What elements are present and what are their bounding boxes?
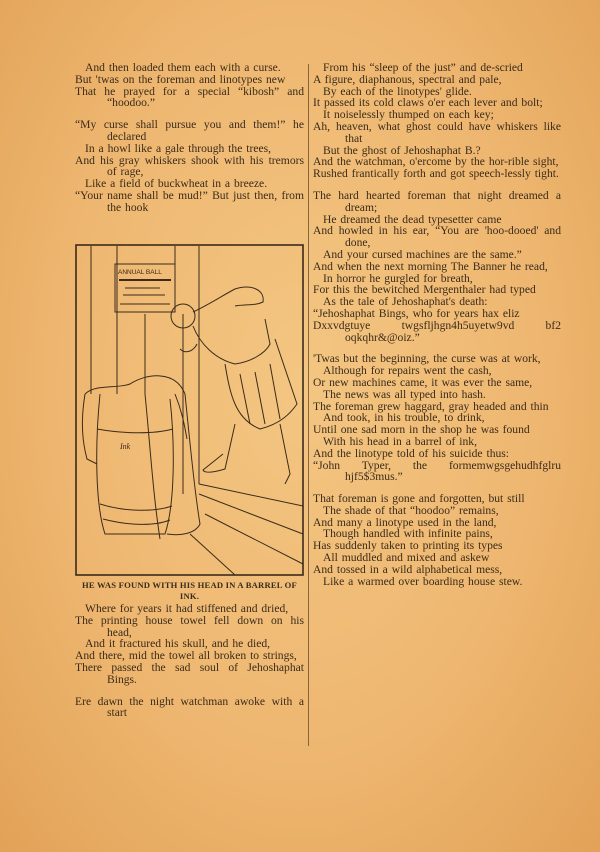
verse-line: That he prayed for a special “kibosh” and “hoodoo.” — [75, 84, 304, 110]
verse-line: And took, in his trouble, to drink, — [323, 411, 485, 425]
verse-line: The shade of that “hoodoo” remains, — [323, 503, 499, 517]
stanza — [313, 353, 561, 483]
foreman-figure — [171, 287, 297, 484]
verse-line: 'Twas but the beginning, the curse was at work, — [313, 352, 541, 366]
verse-line: Like a warmed over boarding house stew. — [323, 574, 523, 588]
left-column-bottom — [75, 603, 304, 729]
column-divider — [308, 64, 309, 746]
verse-line: Although for repairs went the cash, — [323, 364, 492, 378]
verse-line: “Your name shall be mud!” But just then, from the hook — [75, 188, 304, 214]
verse-line: A figure, diaphanous, spectral and pale, — [313, 72, 502, 86]
illustration-barrel-of-ink — [75, 244, 304, 576]
verse-line: And tossed in a wild alphabetical mess, — [313, 562, 503, 576]
verse-line: In horror he gurgled for breath, — [323, 271, 473, 285]
verse-line: Though handled with infinite pains, — [323, 527, 493, 541]
verse-line: Rushed frantically forth and got speech-lessly tight. — [313, 167, 559, 181]
verse-line: And your cursed machines are the same.” — [323, 247, 522, 261]
verse-line: It noiselessly thumped on each key; — [323, 108, 494, 122]
verse-line: In a howl like a gale through the trees, — [85, 141, 272, 155]
verse-line: But 'twas on the foreman and linotypes new — [75, 72, 286, 86]
verse-line: “My curse shall pursue you and them!” he declared — [75, 118, 304, 143]
verse-line: “John Typer, the formemwgsgehudhfglru hjf5$3mus.” — [313, 458, 561, 484]
stanza — [313, 62, 561, 180]
verse-line: Ere dawn the night watchman awoke with a start — [75, 694, 304, 720]
stanza — [75, 696, 304, 720]
poster-text: ANNUAL BALL — [118, 269, 162, 276]
stanza — [75, 119, 304, 213]
verse-line: And his gray whiskers shook with his tremors of rage, — [75, 153, 304, 179]
verse-line: Until one sad morn in the shop he was found — [313, 423, 530, 437]
stanza — [313, 190, 561, 343]
ink-barrel — [97, 394, 174, 534]
stanza — [75, 603, 304, 686]
verse-line: From his “sleep of the just” and de-scried — [323, 61, 523, 74]
floor-lines — [190, 484, 303, 575]
verse-line: And the watchman, o'ercome by the hor-rible sight, — [313, 155, 559, 169]
verse-line: And when the next morning The Banner he read, — [313, 259, 548, 273]
verse-line: Like a field of buckwheat in a breeze. — [85, 177, 268, 191]
right-column — [313, 62, 561, 597]
annual-ball-poster — [115, 264, 175, 312]
illustration-caption: HE WAS FOUND WITH HIS HEAD IN A BARREL OF INK. — [82, 580, 297, 601]
verse-line: And then loaded them each with a curse. — [85, 61, 281, 74]
verse-line: That foreman is gone and forgotten, but still — [313, 492, 525, 506]
left-column-top — [75, 62, 304, 224]
verse-line: And howled in his ear, “You are 'hoo-dooed' and done, — [313, 224, 561, 250]
verse-line: As the tale of Jehoshaphat's death: — [323, 295, 488, 309]
verse-line: And many a linotype used in the land, — [313, 515, 497, 529]
wall-boards — [91, 246, 199, 494]
verse-line: He dreamed the dead typesetter came — [323, 212, 502, 226]
verse-line: The news was all typed into hash. — [323, 387, 486, 401]
verse-line: But the ghost of Jehoshaphat B.? — [323, 143, 481, 157]
verse-line: And it fractured his skull, and he died, — [85, 637, 271, 651]
verse-line: By each of the linotypes' glide. — [323, 84, 472, 98]
barrel-label: Ink — [120, 442, 131, 451]
verse-line: And there, mid the towel all broken to strings, — [75, 649, 297, 663]
verse-line: Dxxvdgtuye twgsfljhgn4h5uyetw9vd bf2 oqkqhr&@oiz.” — [313, 318, 561, 344]
verse-line: Or new machines came, it was ever the same, — [313, 375, 533, 389]
verse-line: “Jehoshaphat Bings, who for years hax eliz — [313, 306, 520, 320]
verse-line: Has suddenly taken to printing its types — [313, 539, 503, 553]
verse-line: The foreman grew haggard, gray headed and thin — [313, 399, 549, 413]
stanza — [75, 62, 304, 109]
stanza — [313, 493, 561, 587]
verse-line: With his head in a barrel of ink, — [323, 434, 477, 448]
verse-line: All muddled and mixed and askew — [323, 551, 490, 565]
verse-line: The hard hearted foreman that night dreamed a dream; — [313, 188, 561, 214]
verse-line: For this the bewitched Mergenthaler had typed — [313, 283, 536, 297]
verse-line: Ah, heaven, what ghost could have whiskers like that — [313, 119, 561, 145]
verse-line: There passed the sad soul of Jehoshaphat Bings. — [75, 660, 304, 686]
verse-line: It passed its cold claws o'er each lever and bolt; — [313, 96, 543, 110]
verse-line: The printing house towel fell down on his head, — [75, 613, 304, 639]
illustration-frame — [76, 245, 303, 575]
verse-line: Where for years it had stiffened and dried, — [85, 602, 289, 615]
verse-line: And the linotype told of his suicide thus: — [313, 446, 510, 460]
